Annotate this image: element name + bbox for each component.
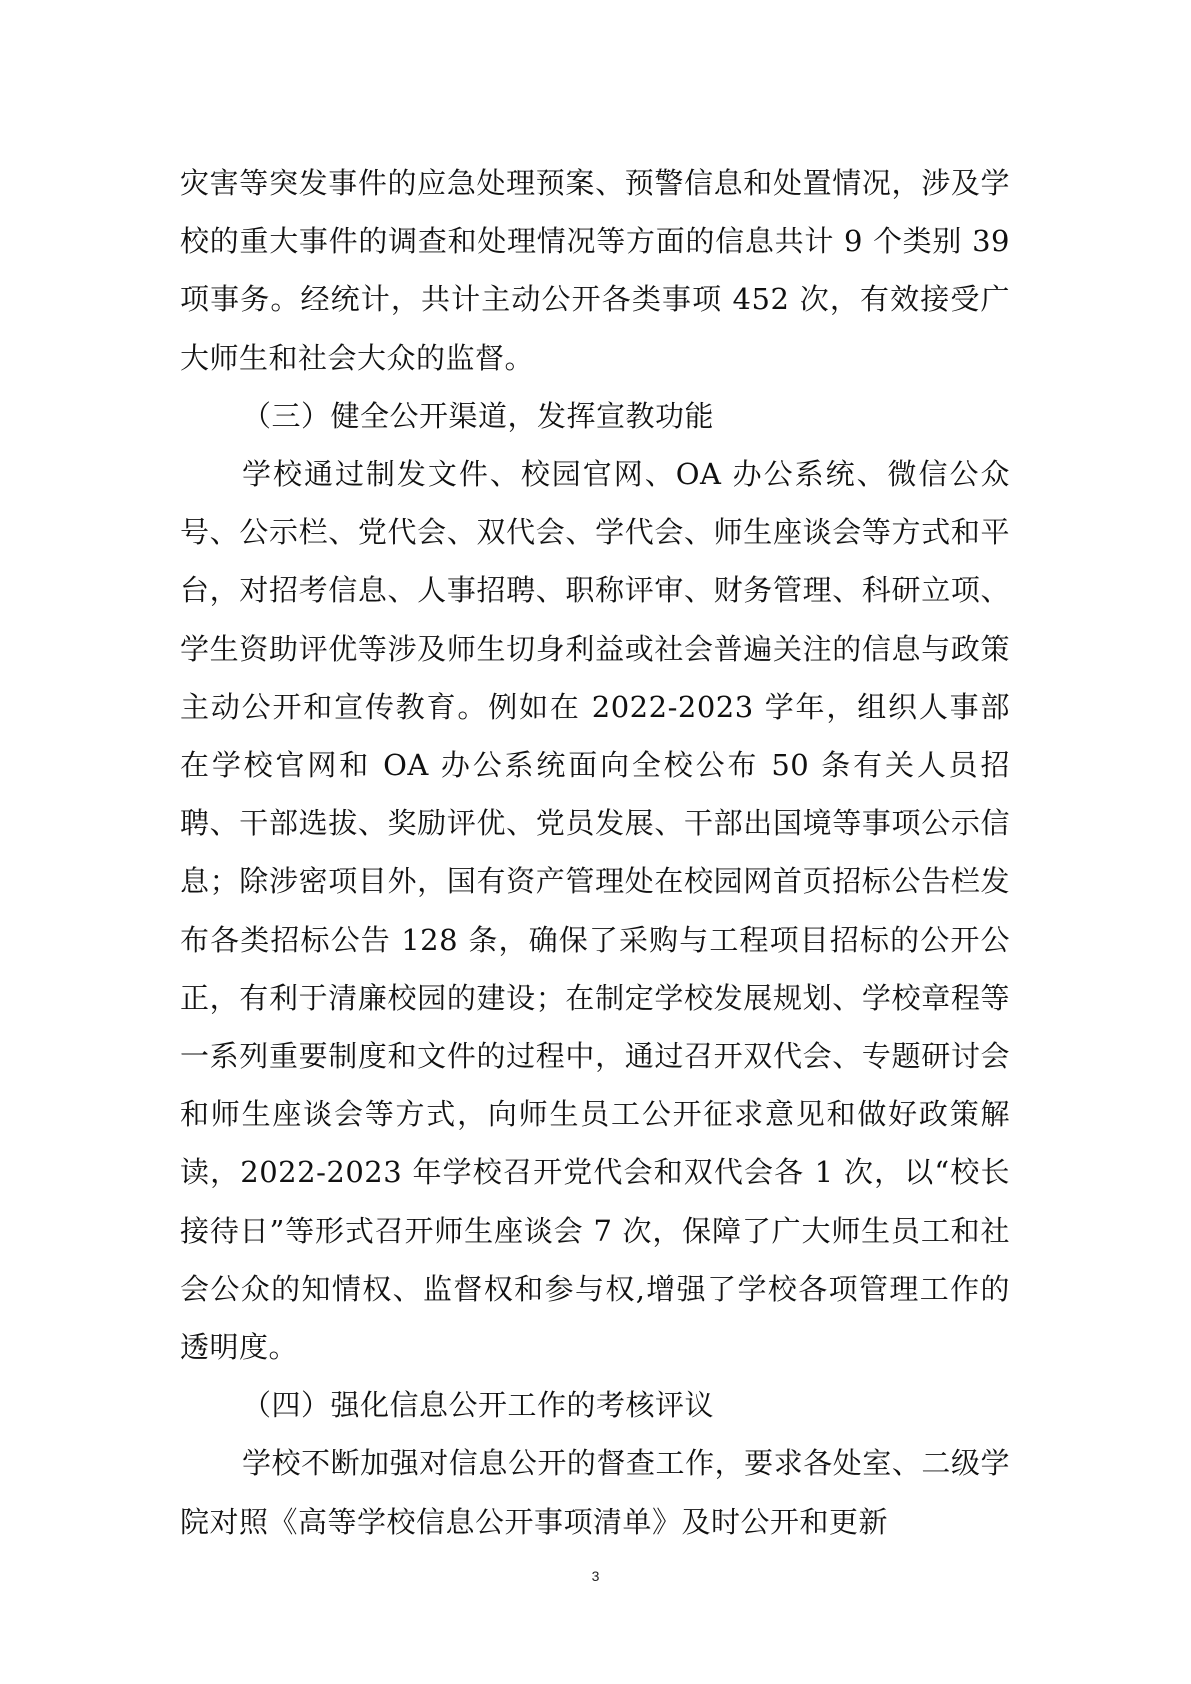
section-heading-four: （四）强化信息公开工作的考核评议: [242, 1388, 715, 1423]
paragraph-supervision: 学校不断加强对信息公开的督查工作，要求各处室、二级学院对照《高等学校信息公开事项清单》及时公开和更新: [180, 1446, 1010, 1539]
section-heading-three: （三）健全公开渠道，发挥宣教功能: [242, 398, 715, 433]
paragraph-public-channels: 学校通过制发文件、校园官网、OA 办公系统、微信公众号、公示栏、党代会、双代会、学代会、师生座谈会等方式和平台，对招考信息、人事招聘、职称评审、财务管理、科研立项、学生资助评优等涉及师生切身利益或社会普遍关注的信息与政策主动公开和宣传教育。例如在 2022-2023 学年，组织人事部在学校官网和 OA 办公系统面向全校公布 50 条有关人员招聘、干部选拔、奖励评优、党员发展、干部出国境等事项公示信息；除涉密项目外，国有资产管理处在校园网首页招标公告栏发布各类招标公告 128 条，确保了采购与工程项目招标的公开公正，有利于清廉校园的建设；在制定学校发展规划、学校章程等一系列重要制度和文件的过程中，通过召开双代会、专题研讨会和师生座谈会等方式，向师生员工公开征求意见和做好政策解读，2022-2023 年学校召开党代会和双代会各 1 次，以“校长接待日”等形式召开师生座谈会 7 次，保障了广大师生员工和社会公众的知情权、监督权和参与权,增强了学校各项管理工作的透明度。: [180, 457, 1010, 1365]
document-body: [180, 154, 1010, 1551]
page-number: 3: [591, 1568, 600, 1584]
paragraph-continuation: 灾害等突发事件的应急处理预案、预警信息和处置情况，涉及学校的重大事件的调查和处理情况等方面的信息共计 9 个类别 39 项事务。经统计，共计主动公开各类事项 452 次，有效接受广大师生和社会大众的监督。: [180, 166, 1010, 375]
